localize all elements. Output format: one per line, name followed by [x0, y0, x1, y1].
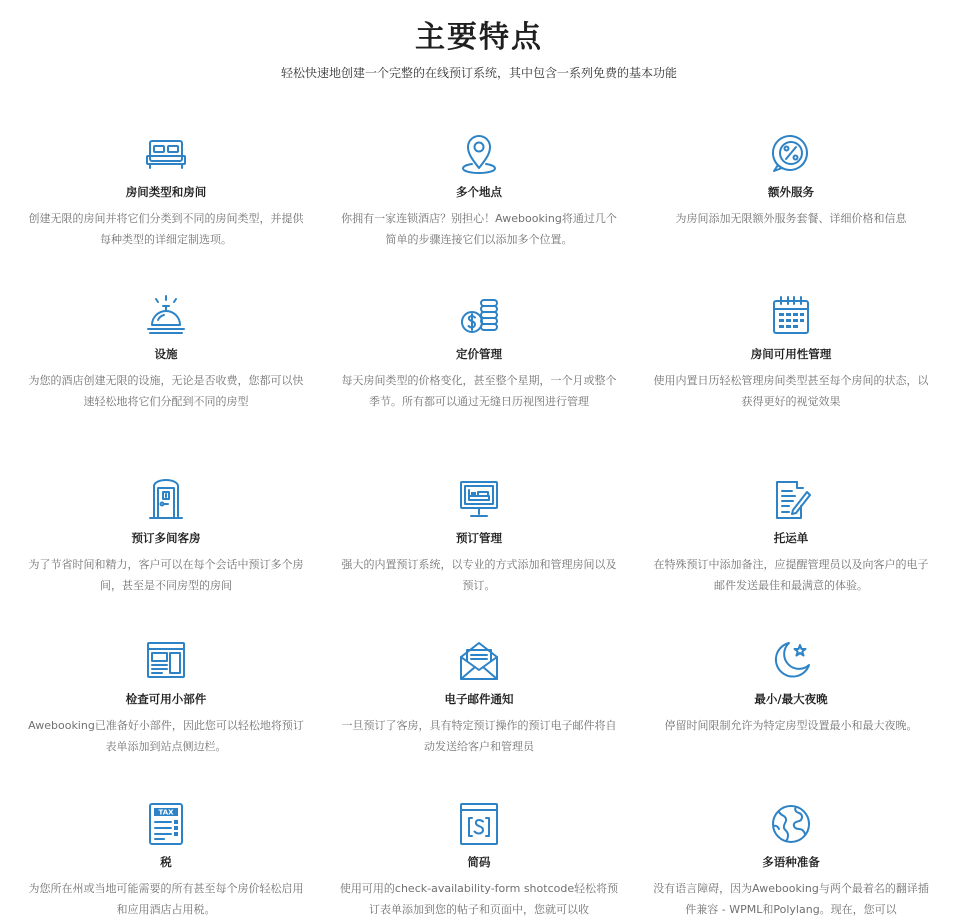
calendar-icon	[767, 292, 815, 340]
feature-title: 简码	[467, 855, 491, 869]
monitor-bed-icon	[455, 476, 503, 524]
coins-icon	[455, 292, 503, 340]
feature-description: 创建无限的房间并将它们分类到不同的房间类型，并提供每种类型的详细定制选项。	[28, 212, 304, 246]
feature-description: 没有语言障碍，因为Awebooking与两个最着名的翻译插件兼容 - WPML和Polylang。现在，您可以	[653, 882, 929, 916]
feature-title: 多语种准备	[762, 855, 820, 869]
envelope-icon	[455, 637, 503, 685]
feature-title: 定价管理	[456, 347, 502, 361]
map-pin-icon	[455, 130, 503, 178]
feature-description: 停留时间限制允许为特定房型设置最小和最大夜晚。	[664, 719, 918, 732]
svg-text:TAX: TAX	[158, 808, 174, 817]
percent-badge-icon	[767, 130, 815, 178]
page-subtitle: 轻松快速地创建一个完整的在线预订系统，其中包含一系列免费的基本功能	[280, 66, 677, 80]
feature-description: 一旦预订了客房，具有特定预订操作的预订电子邮件将自动发送给客户和管理员	[341, 719, 617, 753]
feature-title: 托运单	[773, 531, 809, 545]
feature-title: 电子邮件通知	[444, 692, 514, 706]
feature-description: 为您的酒店创建无限的设施，无论是否收费，您都可以快速轻松地将它们分配到不同的房型	[28, 374, 304, 408]
feature-description: 在特殊预订中添加备注，应提醒管理员以及向客户的电子邮件发送最佳和最满意的体验。	[653, 558, 929, 592]
feature-title: 检查可用小部件	[125, 692, 207, 706]
moon-star-icon	[767, 637, 815, 685]
feature-description: 使用内置日历轻松管理房间类型甚至每个房间的状态，以获得更好的视觉效果	[653, 374, 929, 408]
door-icon	[142, 476, 190, 524]
feature-description: 为您所在州或当地可能需要的所有甚至每个房价轻松启用和应用酒店占用税。	[28, 882, 304, 916]
feature-description: 强大的内置预订系统，以专业的方式添加和管理房间以及预订。	[341, 558, 617, 592]
feature-title: 税	[160, 855, 172, 869]
feature-title: 房间类型和房间	[125, 185, 207, 199]
feature-description: 使用可用的check-availability-form shotcode轻松将预订表单添加到您的帖子和页面中，您就可以收	[339, 882, 619, 916]
widget-window-icon	[142, 637, 190, 685]
feature-title: 额外服务	[768, 185, 814, 199]
feature-title: 设施	[154, 347, 178, 361]
feature-description: 你拥有一家连锁酒店？别担心！Awebooking将通过几个简单的步骤连接它们以添加多个位置。	[341, 212, 617, 246]
feature-description: 每天房间类型的价格变化，甚至整个星期，一个月或整个季节。所有都可以通过无缝日历视图进行管理	[341, 374, 617, 408]
feature-title: 最小/最大夜晚	[754, 692, 828, 706]
globe-icon	[767, 800, 815, 848]
shortcode-icon	[455, 800, 503, 848]
feature-description: 为了节省时间和精力，客户可以在每个会话中预订多个房间，甚至是不同房型的房间	[28, 558, 304, 592]
feature-title: 预订管理	[456, 531, 502, 545]
page-title: 主要特点	[415, 20, 543, 55]
tax-document-icon	[142, 800, 190, 848]
feature-description: Awebooking已准备好小部件，因此您可以轻松地将预订表单添加到站点侧边栏。	[28, 719, 304, 753]
bed-icon	[142, 130, 190, 178]
feature-description: 为房间添加无限额外服务套餐、详细价格和信息	[675, 212, 907, 225]
feature-title: 多个地点	[456, 185, 502, 199]
feature-title: 预订多间客房	[131, 531, 201, 545]
service-bell-icon	[142, 292, 190, 340]
document-pen-icon	[767, 476, 815, 524]
feature-title: 房间可用性管理	[750, 347, 832, 361]
